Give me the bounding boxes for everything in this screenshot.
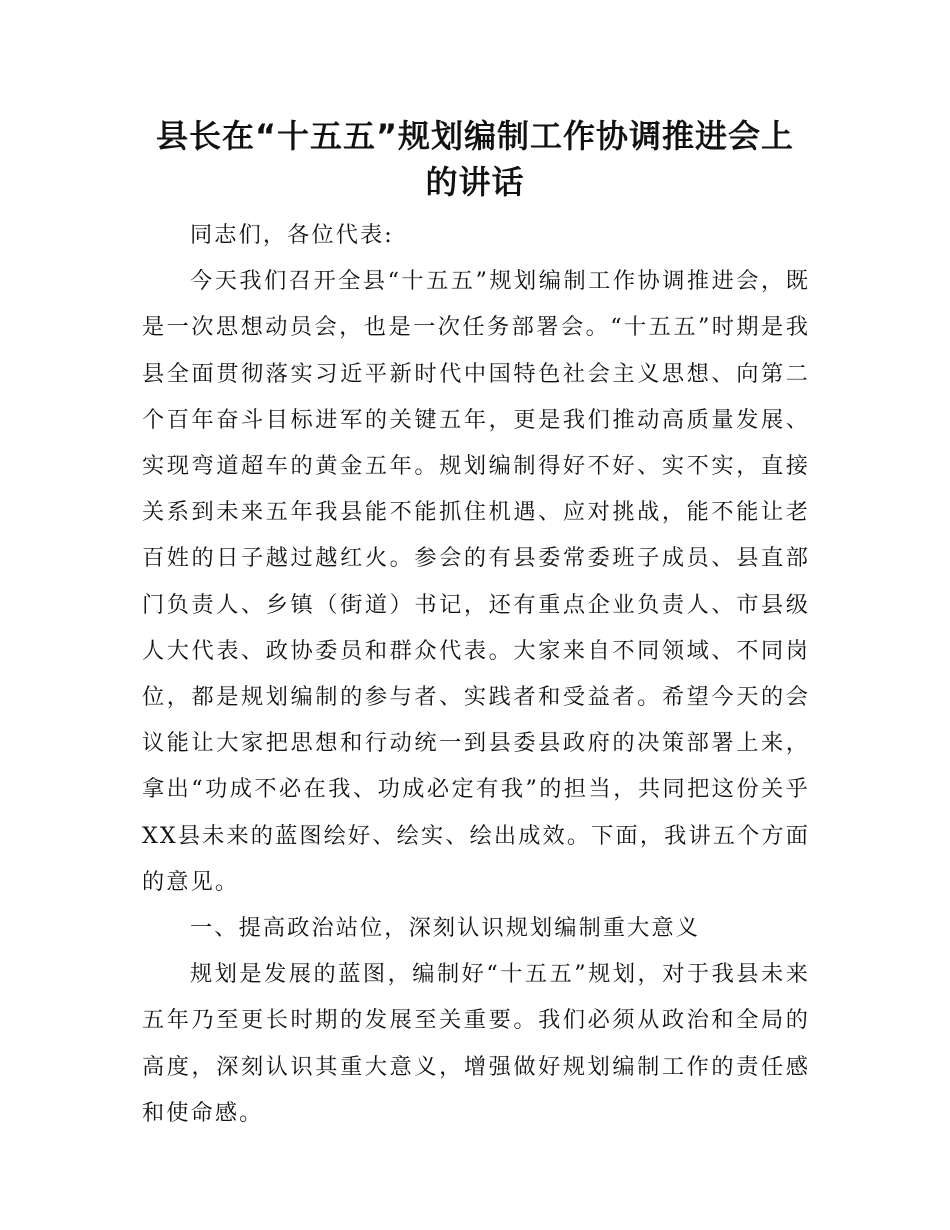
title-line-1: 县长在“十五五”规划编制工作协调推进会上	[155, 117, 795, 155]
section-paragraph: 规划是发展的蓝图，编制好“十五五”规划，对于我县未来五年乃至更长时期的发展至关重要。我们必须从政治和全局的高度，深刻认识其重大意义，增强做好规划编制工作的责任感和使命感。	[142, 961, 810, 1126]
intro-paragraph: 今天我们召开全县“十五五”规划编制工作协调推进会，既是一次思想动员会，也是一次任务部署会。“十五五”时期是我县全面贯彻落实习近平新时代中国特色社会主义思想、向第二个百年奋斗目标进军的关键五年，更是我们推动高质量发展、实现弯道超车的黄金五年。规划编制得好不好、实不实，直接关系到未来五年我县能不能抓住机遇、应对挑战，能不能让老百姓的日子越过越红火。参会的有县委常委班子成员、县直部门负责人、乡镇（街道）书记，还有重点企业负责人、市县级人大代表、政协委员和群众代表。大家来自不同领域、不同岗位，都是规划编制的参与者、实践者和受益者。希望今天的会议能让大家把思想和行动统一到县委县政府的决策部署上来，拿出“功成不必在我、功成必定有我”的担当，共同把这份关乎XX县未来的蓝图绘好、绘实、绘出成效。下面，我讲五个方面的意见。	[142, 268, 810, 895]
document-title	[140, 113, 810, 205]
title-line-2: 的讲话	[425, 163, 525, 201]
salutation: 同志们，各位代表:	[190, 222, 394, 248]
section-heading: 一、提高政治站位，深刻认识规划编制重大意义	[190, 915, 701, 942]
document-body	[142, 212, 810, 1136]
